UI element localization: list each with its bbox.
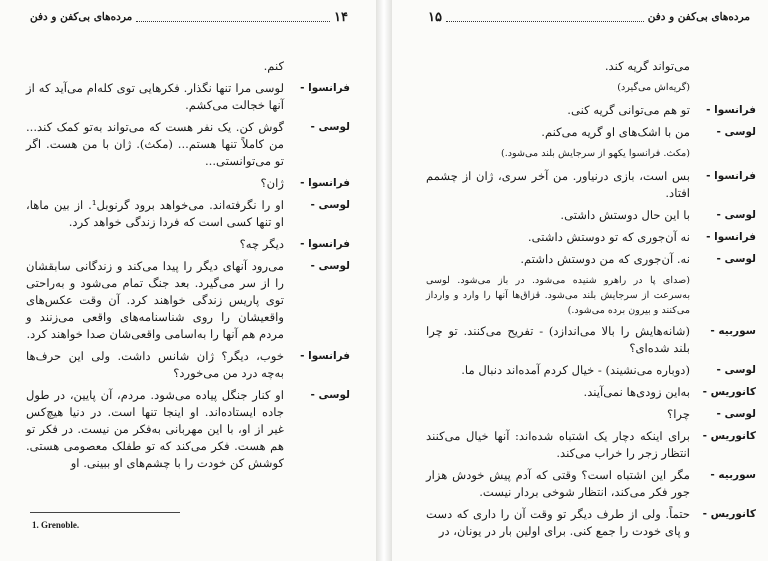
dialogue-line [426,58,756,75]
left-page [0,0,376,561]
dialogue-text: (دوباره می‌نشیند) - خیال کردم آمده‌اند دنبال ما. [461,363,690,377]
dialogue-text: خوب، دیگر؟ ژان شانس داشت. ولی این حرف‌ها به‌چه درد من می‌خورد؟ [26,349,284,380]
speaker-name: فرانسوا - [300,177,350,189]
right-page [392,0,768,561]
dialogue-line [426,229,756,246]
page-number: ۱۵ [428,9,442,25]
dialogue-text: او را نگرفته‌اند. می‌خواهد برود گرنوبل¹. از بین ما‌ها، او تنها کسی است که فردا زندگی خواهد کرد. [26,198,284,229]
speaker-name: کانوریس - [702,508,756,520]
left-page-text [26,58,350,477]
dialogue-text: مگر این اشتباه است؟ وقتی که آدم پیش خودش هزار جور فکر می‌کند، انتظار شوخی بردار نیست. [426,468,690,499]
dialogue-line [26,387,350,472]
dialogue-text: می‌تواند گریه کند. [604,59,690,73]
dialogue-line [26,175,350,192]
dialogue-line [26,119,350,170]
speaker-name: فرانسوا - [300,82,350,94]
speaker-name: لوسی - [310,260,350,272]
speaker-name: لوسی - [716,253,756,265]
speaker-name: فرانسوا - [706,170,756,182]
footnote: 1. Grenoble. [32,520,80,530]
dialogue-text: گوش کن. یک نفر هست که می‌تواند به‌تو کمک کند... من کاملاً تنها هستم... (مکث). ژان با من هست. اگر تو می‌توانستی... [26,120,284,168]
leader-dots [446,13,644,22]
speaker-name: لوسی - [310,199,350,211]
speaker-name: سوربیه - [710,469,756,481]
dialogue-line [426,251,756,268]
dialogue-text: ژان؟ [260,176,284,190]
speaker-name: فرانسوا - [300,238,350,250]
dialogue-line [426,467,756,501]
running-title: مرده‌های بی‌کفن و دفن [647,11,750,23]
leader-dots [136,13,330,22]
stage-direction: (مکث. فرانسوا یکهو از سرجایش بلند می‌شود.) [500,148,690,159]
speaker-name: لوسی - [310,121,350,133]
dialogue-text: برای اینکه دچار یک اشتباه شده‌اند: آنها خیال می‌کنند انتظار زجر را خراب می‌کند. [426,429,690,460]
dialogue-line [426,406,756,423]
stage-direction: (صدای پا در راهرو شنیده می‌شود. در باز می‌شود. لوسی به‌سرعت از سرجایش بلند می‌شود. قزاق‌ها آنها را وارد و وارداز می‌کنند و بیرون برده می‌شود.) [426,275,690,316]
dialogue-text: (شانه‌هایش را بالا می‌اندازد) - تفریح می‌کنند. تو چرا بلند شده‌ای؟ [426,324,690,355]
dialogue-line [426,362,756,379]
speaker-name: لوسی - [716,209,756,221]
speaker-name: فرانسوا - [706,231,756,243]
speaker-name: فرانسوا - [706,104,756,116]
dialogue-text: با این حال دوستش داشتی. [560,208,690,222]
dialogue-line [426,146,756,163]
page-number: ۱۴ [334,9,348,25]
dialogue-line [26,80,350,114]
dialogue-text: لوسی مرا تنها نگذار. فکرهایی توی کله‌ام می‌آید که از آنها خجالت می‌کشم. [26,81,284,112]
dialogue-line [26,258,350,343]
footnote-rule [30,512,180,513]
dialogue-text: حتماً. ولی از طرف دیگر تو وقت آن را داری که دست و پای خودت را جمع کنی. برای اولین بار در یونان، در [426,507,690,538]
dialogue-text: تو هم می‌توانی گریه کنی. [567,103,690,117]
dialogue-line [26,236,350,253]
dialogue-text: من با اشک‌های او گریه می‌کنم. [541,125,690,139]
dialogue-line [426,207,756,224]
dialogue-line [426,506,756,540]
right-page-header [428,8,750,26]
dialogue-text: نه. آن‌جوری که من دوستش داشتم. [520,252,690,266]
stage-direction: (گریه‌اش می‌گیرد) [617,82,690,93]
speaker-name: لوسی - [716,364,756,376]
dialogue-line [426,168,756,202]
dialogue-text: چرا؟ [667,407,690,421]
dialogue-text: نه آن‌جوری که تو دوستش داشتی. [527,230,690,244]
dialogue-text: به‌این زودی‌ها نمی‌آیند. [583,385,690,399]
speaker-name: فرانسوا - [300,350,350,362]
dialogue-line [426,124,756,141]
speaker-name: لوسی - [716,126,756,138]
dialogue-text: بس است، بازی درنیاور. من آخر سری، ژان از چشمم افتاد. [426,169,690,200]
running-title: مرده‌های بی‌کفن و دفن [30,11,133,23]
left-page-header [30,8,348,26]
speaker-name: سوربیه - [710,325,756,337]
dialogue-line [426,428,756,462]
speaker-name: لوسی - [310,389,350,401]
dialogue-line [426,102,756,119]
dialogue-line [26,58,350,75]
dialogue-line [26,197,350,231]
right-page-text [426,58,756,545]
dialogue-text: می‌رود آنهای دیگر را پیدا می‌کند و زندگانی سابقشان را از سر می‌گیرد. بعد جنگ تمام می‌شود و به‌راحتی توی پاریس زندگی خواهند کرد. آن وقت عکس‌های واقعیشان را روی شناسنامه‌های واقعی می‌زنند و مردم هم آنها را به‌اسامی واقعی‌شان صدا خواهند کرد. [26,259,284,341]
dialogue-text: دیگر چه؟ [239,237,284,251]
speaker-name: لوسی - [716,408,756,420]
dialogue-line [426,323,756,357]
book-gutter [376,0,392,561]
speaker-name: کانوریس - [702,430,756,442]
speaker-name: کانوریس - [702,386,756,398]
dialogue-text: کنم. [263,59,284,73]
dialogue-line [426,80,756,97]
dialogue-text: او کنار جنگل پیاده می‌شود. مردم، آن پایین، در طول جاده ایستاده‌اند. او اینجا تنها است. در دنیا هیچ‌کس غیر از او، با این مهربانی به‌فکر من نیست. در فکر تو هم هست. فکر می‌کند که تو طفلک معصومی هستی. کوشش کن خودت را با چشم‌های او ببینی. او [26,388,284,470]
dialogue-line [26,348,350,382]
dialogue-line [426,273,756,318]
dialogue-line [426,384,756,401]
